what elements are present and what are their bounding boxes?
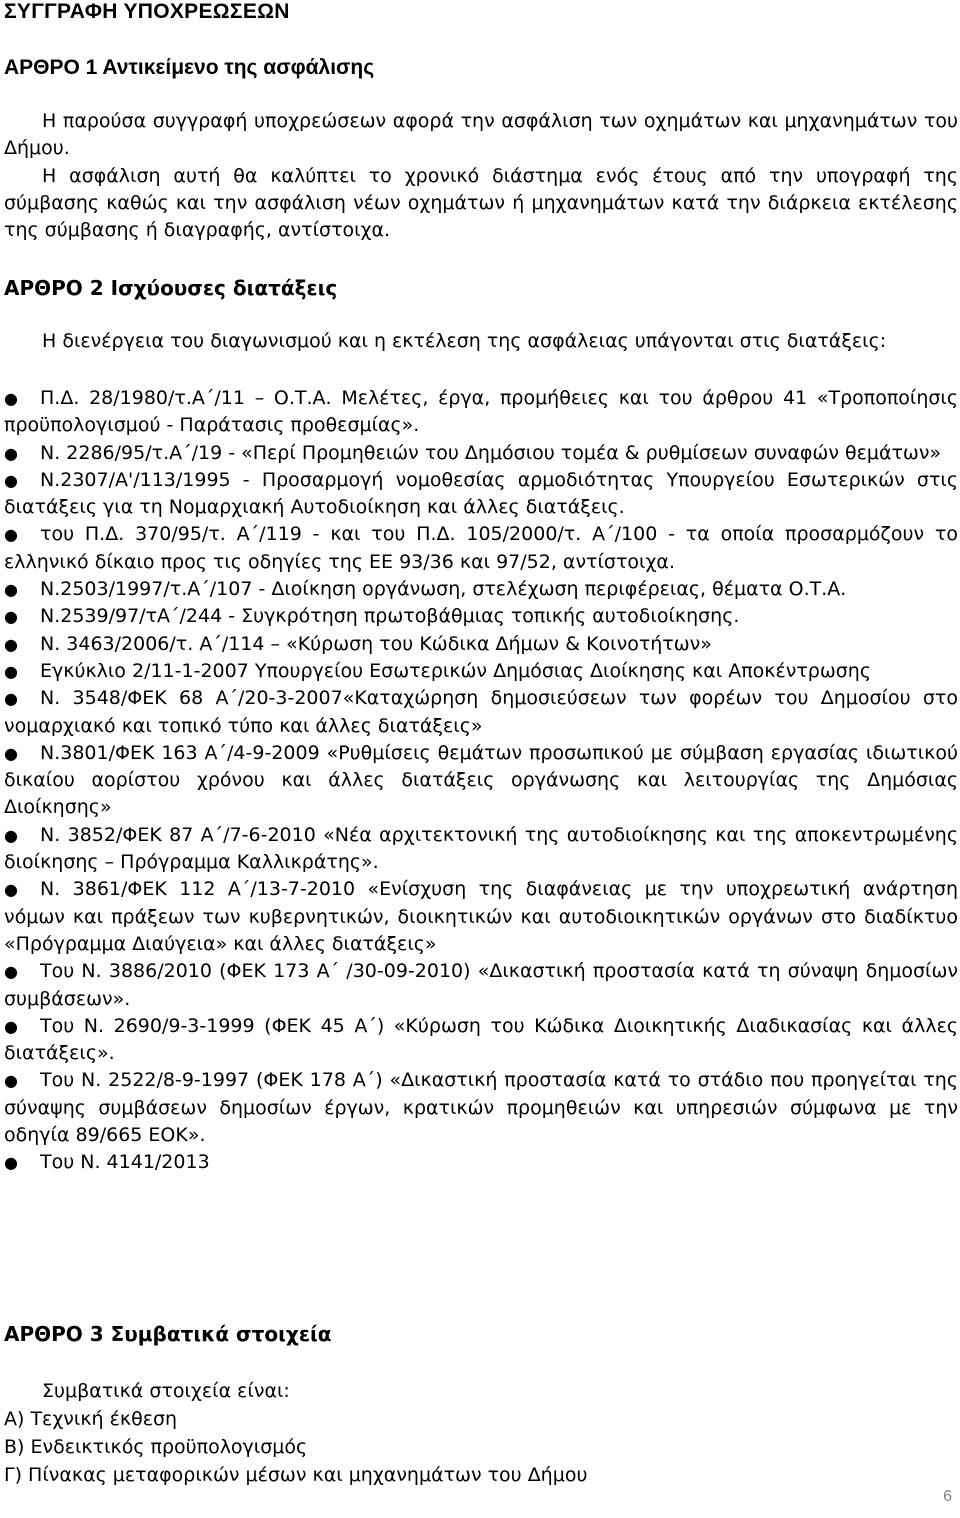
- provision-text: Ν. 3861/ΦΕΚ 112 Α΄/13-7-2010 «Ενίσχυση της διαφάνειας με την υποχρεωτική ανάρτηση νόμων και πράξεων των κυβερνητικών, διοικητικών και αυτοδιοικητικών οργάνων στο διαδίκτυο «Πρόγραμμα Διαύγεια» και άλλες διατάξεις»: [4, 878, 958, 955]
- article-1-heading: ΑΡΘΡΟ 1 Αντικείμενο της ασφάλισης: [4, 56, 375, 79]
- bullet-icon: ●: [4, 389, 18, 408]
- bullet-icon: ●: [4, 470, 18, 490]
- contract-element-item: Β) Ενδεικτικός προϋπολογισμός: [4, 1436, 308, 1458]
- provision-list-item: [4, 740, 958, 822]
- provision-list-item: [4, 603, 958, 630]
- article-3-heading: ΑΡΘΡΟ 3 Συμβατικά στοιχεία: [4, 1322, 332, 1346]
- provision-list-item: [4, 685, 958, 740]
- provision-list-item: [4, 1149, 958, 1176]
- provision-text: Ν. 3463/2006/τ. Α΄/114 – «Κύρωση του Κώδικα Δήμων & Κοινοτήτων»: [40, 632, 712, 655]
- provision-text: Ν. 3548/ΦΕΚ 68 Α΄/20-3-2007«Καταχώρηση δημοσιεύσεων των φορέων του Δημοσίου στο νομαρχιακό και τοπικό τύπο και άλλες διατάξεις»: [4, 687, 958, 737]
- bullet-icon: ●: [4, 525, 18, 545]
- provision-list-item: [4, 521, 958, 576]
- provisions-list: [4, 385, 958, 1177]
- contract-elements-list: [4, 1405, 587, 1489]
- provision-list-item: [4, 631, 958, 658]
- article-2-heading: ΑΡΘΡΟ 2 Ισχύουσες διατάξεις: [4, 276, 338, 300]
- provision-text: Π.Δ. 28/1980/τ.Α΄/11 – Ο.Τ.Α. Μελέτες, έργα, προμήθειες και του άρθρου 41 «Τροποποίησις προϋπολογισμού - Παράτασις προθεσμίας».: [4, 387, 958, 437]
- provision-text: Ν.2539/97/τΑ΄/244 - Συγκρότηση πρωτοβάθμιας τοπικής αυτοδιοίκησης.: [40, 605, 740, 628]
- document-title: ΣΥΓΓΡΑΦΗ ΥΠΟΧΡΕΩΣΕΩΝ: [4, 0, 290, 23]
- provision-list-item: [4, 658, 958, 685]
- bullet-icon: ●: [4, 1071, 18, 1091]
- provision-list-item: [4, 876, 958, 958]
- bullet-icon: ●: [4, 1153, 18, 1173]
- provision-text: του Π.Δ. 370/95/τ. Α΄/119 - και του Π.Δ. 105/2000/τ. Α΄/100 - τα οποία προσαρμόζουν το ελληνικό δίκαιο προς τις οδηγίες της ΕΕ 93/36 και 97/52, αντίστοιχα.: [4, 523, 958, 573]
- bullet-icon: ●: [4, 689, 18, 709]
- provision-list-item: [4, 1067, 958, 1149]
- article-1-paragraph-1: Η παρούσα συγγραφή υποχρεώσεων αφορά την ασφάλιση των οχημάτων και μηχανημάτων του Δήμου.: [4, 110, 958, 159]
- provision-text: Του Ν. 2522/8-9-1997 (ΦΕΚ 178 Α΄) «Δικαστική προστασία κατά το στάδιο που προηγείται της σύναψης συμβάσεων δημοσίων έργων, κρατικών προμηθειών και υπηρεσιών σύμφωνα με την οδηγία 89/665 ΕΟΚ».: [4, 1069, 958, 1147]
- bullet-icon: ●: [4, 634, 18, 654]
- provision-text: Του Ν. 2690/9-3-1999 (ΦΕΚ 45 Α΄) «Κύρωση του Κώδικα Διοικητικής Διαδικασίας και άλλες διατάξεις».: [4, 1014, 958, 1065]
- provision-list-item: [4, 385, 958, 440]
- provision-text: Ν. 2286/95/τ.Α΄/19 - «Περί Προμηθειών του Δημόσιου τομέα & ρυθμίσεων συναφών θεμάτων»: [40, 441, 942, 464]
- provision-list-item: [4, 576, 958, 603]
- provision-text: Ν. 3852/ΦΕΚ 87 Α΄/7-6-2010 «Νέα αρχιτεκτονική της αυτοδιοίκησης και της αποκεντρωμένης διοίκησης – Πρόγραμμα Καλλικράτης».: [4, 823, 958, 874]
- provision-text: Ν.3801/ΦΕΚ 163 Α΄/4-9-2009 «Ρυθμίσεις θεμάτων προσωπικού με σύμβαση εργασίας ιδιωτικού δικαίου αορίστου χρόνου και άλλες διατάξεις οργάνωσης και λειτουργίας της Δημόσιας Διοίκησης»: [4, 741, 958, 819]
- provision-text: Εγκύκλιο 2/11-1-2007 Υπουργείου Εσωτερικών Δημόσιας Διοίκησης και Αποκέντρωσης: [40, 659, 871, 682]
- provision-list-item: [4, 467, 958, 522]
- bullet-icon: ●: [4, 661, 18, 681]
- provision-list-item: [4, 958, 958, 1013]
- bullet-icon: ●: [4, 607, 18, 627]
- bullet-icon: ●: [4, 580, 18, 600]
- provision-text: Του Ν. 4141/2013: [40, 1151, 210, 1174]
- bullet-icon: ●: [4, 1016, 18, 1036]
- article-1-paragraph-2: Η ασφάλιση αυτή θα καλύπτει το χρονικό διάστημα ενός έτους από την υπογραφή της σύμβασης καθώς και την ασφάλιση νέων οχημάτων ή μηχανημάτων κατά την διάρκεια εκτέλεσης της σύμβασης ή διαγραφής, αντίστοιχα.: [4, 165, 958, 241]
- provision-text: Ν.2307/Α'/113/1995 - Προσαρμογή νομοθεσίας αρμοδιότητας Υπουργείου Εσωτερικών στις διατάξεις για τη Νομαρχιακή Αυτοδιοίκηση και άλλες διατάξεις.: [4, 468, 958, 519]
- page-number: 6: [943, 1488, 952, 1505]
- bullet-icon: ●: [4, 743, 18, 763]
- provision-list-item: [4, 822, 958, 877]
- article-3-intro: Συμβατικά στοιχεία είναι:: [42, 1380, 290, 1402]
- article-2-intro: Η διενέργεια του διαγωνισμού και η εκτέλεση της ασφάλειας υπάγονται στις διατάξεις:: [42, 330, 887, 352]
- provision-list-item: [4, 1013, 958, 1068]
- bullet-icon: ●: [4, 880, 18, 900]
- bullet-icon: ●: [4, 443, 18, 463]
- contract-element-item: Γ) Πίνακας μεταφορικών μέσων και μηχανημάτων του Δήμου: [4, 1464, 588, 1486]
- contract-element-item: Α) Τεχνική έκθεση: [4, 1408, 178, 1430]
- provision-list-item: [4, 440, 958, 467]
- bullet-icon: ●: [4, 825, 18, 845]
- provision-text: Του Ν. 3886/2010 (ΦΕΚ 173 Α΄ /30-09-2010) «Δικαστική προστασία κατά τη σύναψη δημοσίων συμβάσεων».: [4, 960, 958, 1010]
- provision-text: Ν.2503/1997/τ.Α΄/107 - Διοίκηση οργάνωση, στελέχωση περιφέρειας, θέματα Ο.Τ.Α.: [40, 578, 847, 601]
- bullet-icon: ●: [4, 962, 18, 982]
